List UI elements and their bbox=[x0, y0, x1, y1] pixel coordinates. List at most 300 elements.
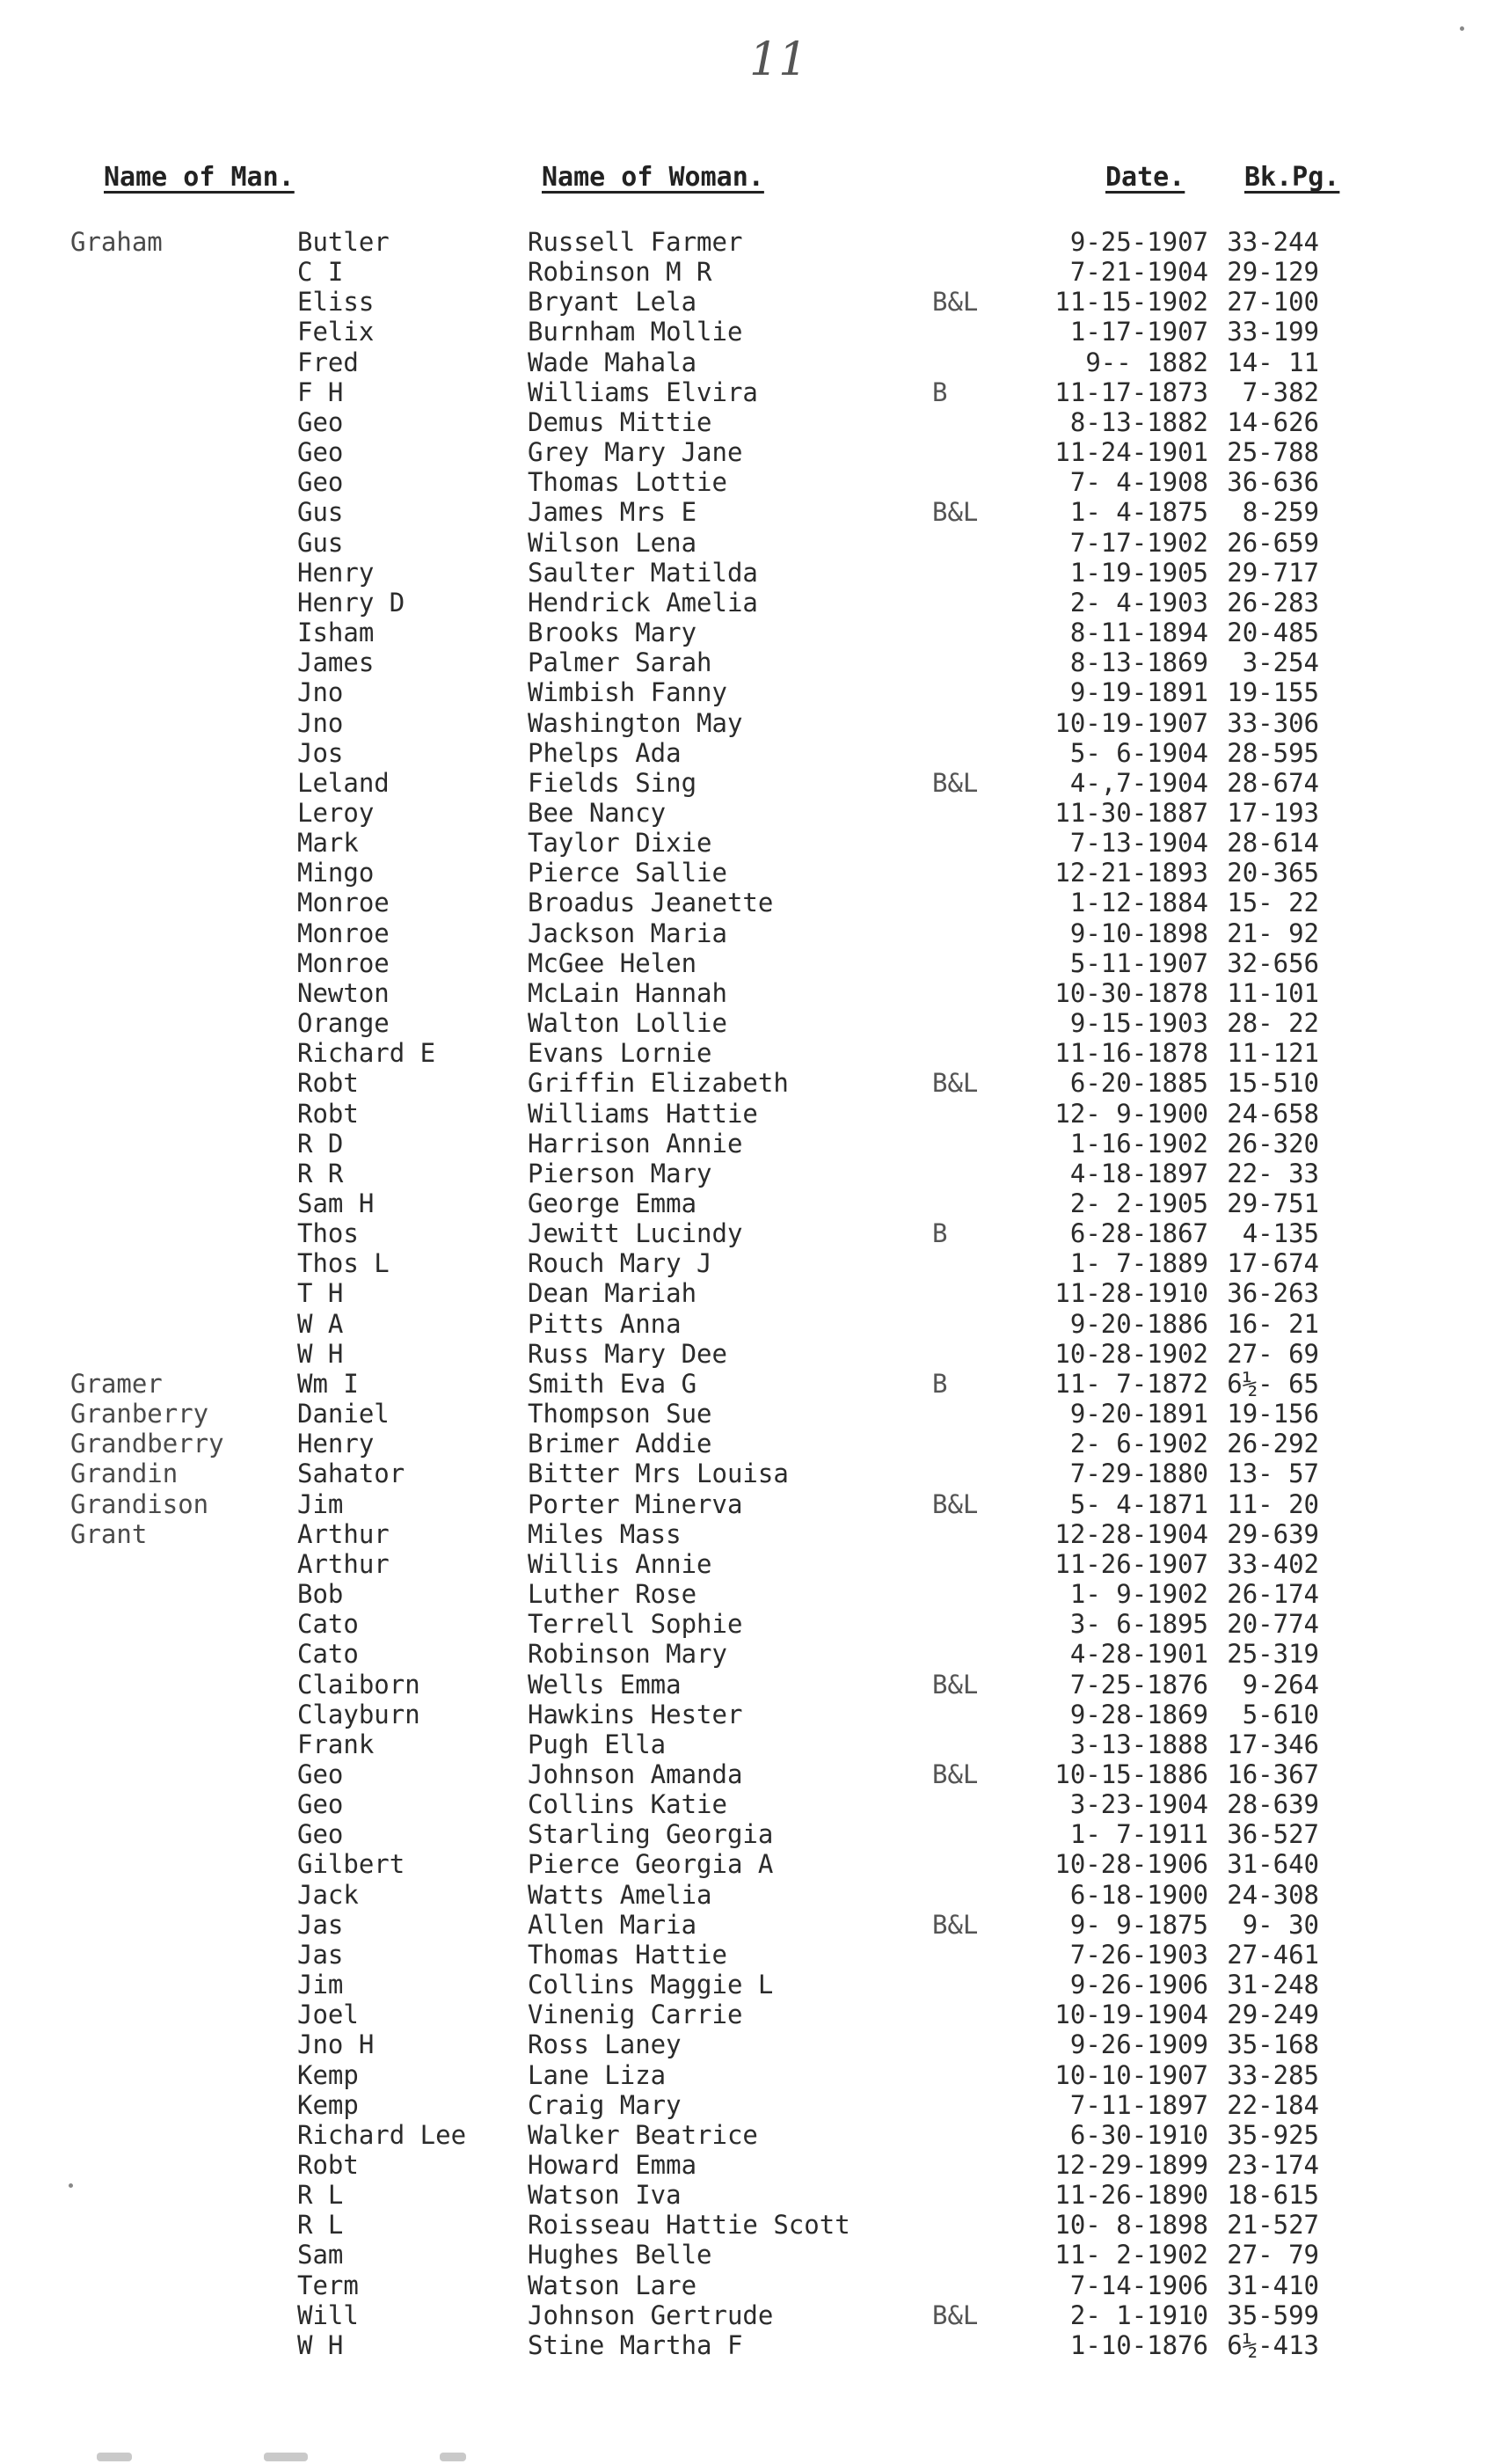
first-name: Jim bbox=[297, 1488, 344, 1519]
book-page: 36-636 bbox=[1227, 467, 1319, 498]
woman-name: Taylor Dixie bbox=[528, 828, 712, 859]
table-row bbox=[0, 528, 1495, 558]
book-page: 3-254 bbox=[1242, 647, 1319, 678]
book-page: 31-640 bbox=[1227, 1849, 1319, 1880]
woman-name: Brimer Addie bbox=[528, 1429, 712, 1459]
record-date: 10-10-1907 bbox=[1054, 2059, 1208, 2090]
woman-name: Johnson Gertrude bbox=[528, 2299, 774, 2330]
record-date: 3-23-1904 bbox=[1069, 1789, 1208, 1820]
first-name: Jim bbox=[297, 1970, 344, 2000]
book-page: 27-461 bbox=[1227, 1939, 1319, 1970]
table-row bbox=[0, 1068, 1495, 1098]
book-page: 27- 69 bbox=[1227, 1338, 1319, 1369]
table-row bbox=[0, 437, 1495, 467]
first-name: Robt bbox=[297, 2150, 359, 2180]
book-page: 9-264 bbox=[1242, 1669, 1319, 1700]
woman-name: Terrell Sophie bbox=[528, 1609, 743, 1640]
header-book-page: Bk.Pg. bbox=[1244, 162, 1340, 193]
woman-name: Burnham Mollie bbox=[528, 317, 743, 347]
woman-name: Rouch Mary J bbox=[528, 1248, 712, 1279]
table-row bbox=[0, 2150, 1495, 2180]
surname: Grandison bbox=[70, 1488, 209, 1519]
record-date: 9-28-1869 bbox=[1069, 1699, 1208, 1729]
woman-name: Bryant Lela bbox=[528, 287, 697, 318]
first-name: R R bbox=[297, 1158, 344, 1188]
book-page: 29-751 bbox=[1227, 1188, 1319, 1218]
woman-name: Allen Maria bbox=[528, 1909, 697, 1940]
book-page: 31-410 bbox=[1227, 2270, 1319, 2300]
table-row bbox=[0, 1008, 1495, 1038]
record-date: 9-26-1909 bbox=[1069, 2029, 1208, 2060]
woman-name: Hendrick Amelia bbox=[528, 587, 758, 618]
record-date: 2- 4-1903 bbox=[1069, 587, 1208, 618]
book-page: 24-308 bbox=[1227, 1879, 1319, 1910]
first-name: Leland bbox=[297, 767, 390, 798]
first-name: Sam H bbox=[297, 1188, 375, 1218]
first-name: Geo bbox=[297, 406, 344, 437]
surname: Grant bbox=[70, 1518, 148, 1549]
record-date: 2- 1-1910 bbox=[1069, 2299, 1208, 2330]
book-page: 14-626 bbox=[1227, 406, 1319, 437]
book-page: 28- 22 bbox=[1227, 1008, 1319, 1039]
record-code: B bbox=[932, 377, 948, 407]
first-name: Leroy bbox=[297, 797, 375, 828]
record-date: 4-,7-1904 bbox=[1069, 767, 1208, 798]
record-date: 10-19-1904 bbox=[1054, 2000, 1208, 2030]
book-page: 35-168 bbox=[1227, 2029, 1319, 2060]
table-row bbox=[0, 2210, 1495, 2240]
first-name: Claiborn bbox=[297, 1669, 420, 1700]
woman-name: Stine Martha F bbox=[528, 2329, 743, 2360]
table-row bbox=[0, 227, 1495, 257]
first-name: Newton bbox=[297, 977, 390, 1008]
woman-name: Watson Iva bbox=[528, 2180, 682, 2211]
record-date: 10-15-1886 bbox=[1054, 1758, 1208, 1789]
table-row bbox=[0, 1849, 1495, 1879]
first-name: Frank bbox=[297, 1729, 375, 1759]
book-page: 26-659 bbox=[1227, 527, 1319, 558]
woman-name: Wilson Lena bbox=[528, 527, 697, 558]
book-page: 6½- 65 bbox=[1227, 1368, 1319, 1399]
woman-name: Craig Mary bbox=[528, 2089, 682, 2120]
table-row bbox=[0, 618, 1495, 647]
woman-name: Walton Lollie bbox=[528, 1008, 727, 1039]
table-row bbox=[0, 1369, 1495, 1399]
table-row bbox=[0, 407, 1495, 437]
first-name: Robt bbox=[297, 1068, 359, 1099]
table-row bbox=[0, 257, 1495, 287]
table-row bbox=[0, 2000, 1495, 2029]
record-code: B&L bbox=[932, 1758, 979, 1789]
woman-name: Broadus Jeanette bbox=[528, 888, 774, 918]
header-name-of-man: Name of Man. bbox=[104, 162, 295, 193]
record-date: 7-26-1903 bbox=[1069, 1939, 1208, 1970]
book-page: 21- 92 bbox=[1227, 918, 1319, 948]
first-name: Richard Lee bbox=[297, 2119, 467, 2150]
woman-name: Washington May bbox=[528, 707, 743, 738]
table-row bbox=[0, 1940, 1495, 1970]
first-name: Geo bbox=[297, 1789, 344, 1820]
table-row bbox=[0, 1038, 1495, 1068]
book-page: 28-674 bbox=[1227, 767, 1319, 798]
header-name-of-woman: Name of Woman. bbox=[542, 162, 764, 193]
book-page: 21-527 bbox=[1227, 2210, 1319, 2241]
woman-name: Williams Hattie bbox=[528, 1098, 758, 1129]
woman-name: Robinson Mary bbox=[528, 1639, 727, 1670]
table-row bbox=[0, 948, 1495, 978]
record-date: 1-12-1884 bbox=[1069, 888, 1208, 918]
woman-name: Howard Emma bbox=[528, 2150, 697, 2180]
book-page: 33-244 bbox=[1227, 227, 1319, 257]
first-name: W H bbox=[297, 1338, 344, 1369]
record-code: B&L bbox=[932, 1488, 979, 1519]
book-page: 33-285 bbox=[1227, 2059, 1319, 2090]
woman-name: James Mrs E bbox=[528, 497, 697, 528]
table-row bbox=[0, 287, 1495, 317]
first-name: Arthur bbox=[297, 1518, 390, 1549]
scan-speck bbox=[69, 2183, 73, 2188]
first-name: Isham bbox=[297, 618, 375, 648]
book-page: 4-135 bbox=[1242, 1218, 1319, 1249]
table-row bbox=[0, 1429, 1495, 1459]
table-row bbox=[0, 1278, 1495, 1308]
table-row bbox=[0, 1248, 1495, 1278]
woman-name: Grey Mary Jane bbox=[528, 437, 743, 468]
record-date: 9-20-1891 bbox=[1069, 1399, 1208, 1429]
first-name: W H bbox=[297, 2329, 344, 2360]
first-name: Monroe bbox=[297, 918, 390, 948]
first-name: Jno H bbox=[297, 2029, 375, 2060]
first-name: Daniel bbox=[297, 1399, 390, 1429]
record-date: 11-16-1878 bbox=[1054, 1038, 1208, 1069]
table-row bbox=[0, 497, 1495, 527]
woman-name: Porter Minerva bbox=[528, 1488, 743, 1519]
woman-name: Fields Sing bbox=[528, 767, 697, 798]
marriage-records-list bbox=[0, 227, 1495, 2360]
table-row bbox=[0, 2090, 1495, 2120]
table-row bbox=[0, 978, 1495, 1008]
record-date: 1-10-1876 bbox=[1069, 2329, 1208, 2360]
surname: Grandin bbox=[70, 1459, 179, 1489]
first-name: Robt bbox=[297, 1098, 359, 1129]
first-name: Jno bbox=[297, 677, 344, 708]
record-date: 8-13-1882 bbox=[1069, 406, 1208, 437]
woman-name: Pierce Sallie bbox=[528, 858, 727, 888]
first-name: Eliss bbox=[297, 287, 375, 318]
surname: Gramer bbox=[70, 1368, 163, 1399]
woman-name: Wade Mahala bbox=[528, 347, 697, 377]
table-row bbox=[0, 2300, 1495, 2330]
record-date: 5- 4-1871 bbox=[1069, 1488, 1208, 1519]
woman-name: Thompson Sue bbox=[528, 1399, 712, 1429]
record-date: 2- 6-1902 bbox=[1069, 1429, 1208, 1459]
woman-name: Griffin Elizabeth bbox=[528, 1068, 789, 1099]
table-row bbox=[0, 1129, 1495, 1159]
book-page: 14- 11 bbox=[1227, 347, 1319, 377]
surname: Grandberry bbox=[70, 1429, 224, 1459]
table-row bbox=[0, 1099, 1495, 1129]
record-date: 11-26-1907 bbox=[1054, 1548, 1208, 1579]
book-page: 22-184 bbox=[1227, 2089, 1319, 2120]
first-name: Thos bbox=[297, 1218, 359, 1249]
table-row bbox=[0, 1670, 1495, 1700]
record-date: 11-24-1901 bbox=[1054, 437, 1208, 468]
first-name: James bbox=[297, 647, 375, 678]
woman-name: Thomas Lottie bbox=[528, 467, 727, 498]
table-row bbox=[0, 558, 1495, 588]
page-number: 11 bbox=[749, 33, 808, 86]
book-page: 19-156 bbox=[1227, 1399, 1319, 1429]
table-row bbox=[0, 828, 1495, 858]
record-date: 9-19-1891 bbox=[1069, 677, 1208, 708]
book-page: 29-639 bbox=[1227, 1518, 1319, 1549]
book-page: 17-193 bbox=[1227, 797, 1319, 828]
record-date: 9-15-1903 bbox=[1069, 1008, 1208, 1039]
table-row bbox=[0, 1729, 1495, 1759]
book-page: 32-656 bbox=[1227, 947, 1319, 978]
woman-name: Walker Beatrice bbox=[528, 2119, 758, 2150]
record-date: 7-11-1897 bbox=[1069, 2089, 1208, 2120]
book-page: 36-527 bbox=[1227, 1819, 1319, 1850]
record-date: 2- 2-1905 bbox=[1069, 1188, 1208, 1218]
record-date: 11- 7-1872 bbox=[1054, 1368, 1208, 1399]
record-date: 10-30-1878 bbox=[1054, 977, 1208, 1008]
table-row bbox=[0, 1700, 1495, 1729]
first-name: R L bbox=[297, 2210, 344, 2241]
record-date: 10-19-1907 bbox=[1054, 707, 1208, 738]
table-row bbox=[0, 647, 1495, 677]
first-name: Jos bbox=[297, 737, 344, 768]
record-date: 11-17-1873 bbox=[1054, 377, 1208, 407]
first-name: Sahator bbox=[297, 1459, 405, 1489]
record-date: 7-17-1902 bbox=[1069, 527, 1208, 558]
record-date: 5-11-1907 bbox=[1069, 947, 1208, 978]
record-date: 1-19-1905 bbox=[1069, 557, 1208, 588]
book-page: 17-674 bbox=[1227, 1248, 1319, 1279]
first-name: Bob bbox=[297, 1579, 344, 1610]
first-name: Butler bbox=[297, 227, 390, 257]
table-row bbox=[0, 377, 1495, 407]
table-row bbox=[0, 2060, 1495, 2090]
woman-name: Smith Eva G bbox=[528, 1368, 697, 1399]
woman-name: Evans Lornie bbox=[528, 1038, 712, 1069]
woman-name: Pierson Mary bbox=[528, 1158, 712, 1188]
record-date: 7-14-1906 bbox=[1069, 2270, 1208, 2300]
table-row bbox=[0, 1188, 1495, 1218]
table-row bbox=[0, 1399, 1495, 1429]
woman-name: Bee Nancy bbox=[528, 797, 667, 828]
first-name: Geo bbox=[297, 1819, 344, 1850]
first-name: Arthur bbox=[297, 1548, 390, 1579]
first-name: Joel bbox=[297, 2000, 359, 2030]
book-page: 33-306 bbox=[1227, 707, 1319, 738]
table-row bbox=[0, 2120, 1495, 2150]
book-page: 26-292 bbox=[1227, 1429, 1319, 1459]
woman-name: Williams Elvira bbox=[528, 377, 758, 407]
record-date: 11-28-1910 bbox=[1054, 1278, 1208, 1309]
book-page: 17-346 bbox=[1227, 1729, 1319, 1759]
record-code: B&L bbox=[932, 1909, 979, 1940]
table-row bbox=[0, 768, 1495, 798]
record-date: 12-29-1899 bbox=[1054, 2150, 1208, 2180]
book-page: 26-174 bbox=[1227, 1579, 1319, 1610]
record-date: 3- 6-1895 bbox=[1069, 1609, 1208, 1640]
woman-name: Pugh Ella bbox=[528, 1729, 667, 1759]
first-name: Monroe bbox=[297, 888, 390, 918]
book-page: 20-774 bbox=[1227, 1609, 1319, 1640]
table-row bbox=[0, 1789, 1495, 1819]
woman-name: Watts Amelia bbox=[528, 1879, 712, 1910]
book-page: 15-510 bbox=[1227, 1068, 1319, 1099]
record-date: 11- 2-1902 bbox=[1054, 2240, 1208, 2270]
record-date: 11-26-1890 bbox=[1054, 2180, 1208, 2211]
first-name: Monroe bbox=[297, 947, 390, 978]
record-date: 7-13-1904 bbox=[1069, 828, 1208, 859]
woman-name: Vinenig Carrie bbox=[528, 2000, 743, 2030]
book-page: 19-155 bbox=[1227, 677, 1319, 708]
book-page: 28-595 bbox=[1227, 737, 1319, 768]
scan-artifact bbox=[97, 2453, 132, 2461]
record-date: 9-10-1898 bbox=[1069, 918, 1208, 948]
record-date: 10-28-1906 bbox=[1054, 1849, 1208, 1880]
record-code: B&L bbox=[932, 767, 979, 798]
book-page: 16- 21 bbox=[1227, 1308, 1319, 1339]
record-date: 1-16-1902 bbox=[1069, 1128, 1208, 1159]
book-page: 20-365 bbox=[1227, 858, 1319, 888]
first-name: Henry bbox=[297, 557, 375, 588]
record-code: B bbox=[932, 1368, 948, 1399]
first-name: W A bbox=[297, 1308, 344, 1339]
first-name: C I bbox=[297, 257, 344, 288]
first-name: Sam bbox=[297, 2240, 344, 2270]
table-row bbox=[0, 1579, 1495, 1609]
book-page: 26-320 bbox=[1227, 1128, 1319, 1159]
first-name: Clayburn bbox=[297, 1699, 420, 1729]
first-name: Henry D bbox=[297, 587, 405, 618]
book-page: 26-283 bbox=[1227, 587, 1319, 618]
table-row bbox=[0, 798, 1495, 828]
first-name: Mark bbox=[297, 828, 359, 859]
record-code: B&L bbox=[932, 287, 979, 318]
book-page: 25-788 bbox=[1227, 437, 1319, 468]
woman-name: Russ Mary Dee bbox=[528, 1338, 727, 1369]
woman-name: Collins Maggie L bbox=[528, 1970, 774, 2000]
book-page: 5-610 bbox=[1242, 1699, 1319, 1729]
table-row bbox=[0, 1549, 1495, 1579]
book-page: 11- 20 bbox=[1227, 1488, 1319, 1519]
surname: Granberry bbox=[70, 1399, 209, 1429]
first-name: Orange bbox=[297, 1008, 390, 1039]
record-date: 11-30-1887 bbox=[1054, 797, 1208, 828]
woman-name: Hughes Belle bbox=[528, 2240, 712, 2270]
table-row bbox=[0, 1159, 1495, 1188]
book-page: 8-259 bbox=[1242, 497, 1319, 528]
woman-name: Jackson Maria bbox=[528, 918, 727, 948]
woman-name: McLain Hannah bbox=[528, 977, 727, 1008]
record-date: 10-28-1902 bbox=[1054, 1338, 1208, 1369]
woman-name: Roisseau Hattie Scott bbox=[528, 2210, 850, 2241]
first-name: Gus bbox=[297, 497, 344, 528]
woman-name: Watson Lare bbox=[528, 2270, 697, 2300]
book-page: 23-174 bbox=[1227, 2150, 1319, 2180]
record-date: 9-25-1907 bbox=[1069, 227, 1208, 257]
record-date: 7-29-1880 bbox=[1069, 1459, 1208, 1489]
table-row bbox=[0, 1910, 1495, 1940]
first-name: Cato bbox=[297, 1609, 359, 1640]
woman-name: Johnson Amanda bbox=[528, 1758, 743, 1789]
record-date: 11-15-1902 bbox=[1054, 287, 1208, 318]
table-row bbox=[0, 2270, 1495, 2300]
table-row bbox=[0, 2029, 1495, 2059]
first-name: Geo bbox=[297, 467, 344, 498]
first-name: R L bbox=[297, 2180, 344, 2211]
table-row bbox=[0, 467, 1495, 497]
first-name: Jas bbox=[297, 1909, 344, 1940]
woman-name: Harrison Annie bbox=[528, 1128, 743, 1159]
woman-name: Russell Farmer bbox=[528, 227, 743, 257]
record-date: 10- 8-1898 bbox=[1054, 2210, 1208, 2241]
record-date: 1- 7-1911 bbox=[1069, 1819, 1208, 1850]
first-name: Cato bbox=[297, 1639, 359, 1670]
table-row bbox=[0, 1880, 1495, 1910]
record-date: 9- 9-1875 bbox=[1069, 1909, 1208, 1940]
table-row bbox=[0, 858, 1495, 888]
record-date: 3-13-1888 bbox=[1069, 1729, 1208, 1759]
woman-name: Luther Rose bbox=[528, 1579, 697, 1610]
woman-name: Lane Liza bbox=[528, 2059, 667, 2090]
first-name: Thos L bbox=[297, 1248, 390, 1279]
woman-name: Pitts Anna bbox=[528, 1308, 682, 1339]
first-name: Term bbox=[297, 2270, 359, 2300]
woman-name: Demus Mittie bbox=[528, 406, 712, 437]
book-page: 28-614 bbox=[1227, 828, 1319, 859]
record-date: 12- 9-1900 bbox=[1054, 1098, 1208, 1129]
table-row bbox=[0, 1489, 1495, 1519]
first-name: Jack bbox=[297, 1879, 359, 1910]
book-page: 27- 79 bbox=[1227, 2240, 1319, 2270]
record-date: 1- 9-1902 bbox=[1069, 1579, 1208, 1610]
table-row bbox=[0, 317, 1495, 347]
book-page: 6½-413 bbox=[1227, 2329, 1319, 2360]
record-code: B&L bbox=[932, 1068, 979, 1099]
record-date: 6-18-1900 bbox=[1069, 1879, 1208, 1910]
woman-name: Bitter Mrs Louisa bbox=[528, 1459, 789, 1489]
first-name: Wm I bbox=[297, 1368, 359, 1399]
table-row bbox=[0, 708, 1495, 738]
table-row bbox=[0, 2240, 1495, 2270]
woman-name: Wells Emma bbox=[528, 1669, 682, 1700]
first-name: Geo bbox=[297, 437, 344, 468]
book-page: 11-121 bbox=[1227, 1038, 1319, 1069]
first-name: T H bbox=[297, 1278, 344, 1309]
record-date: 12-28-1904 bbox=[1054, 1518, 1208, 1549]
first-name: F H bbox=[297, 377, 344, 407]
woman-name: George Emma bbox=[528, 1188, 697, 1218]
table-row bbox=[0, 1519, 1495, 1549]
woman-name: Phelps Ada bbox=[528, 737, 682, 768]
woman-name: Saulter Matilda bbox=[528, 557, 758, 588]
record-date: 5- 6-1904 bbox=[1069, 737, 1208, 768]
record-date: 7-21-1904 bbox=[1069, 257, 1208, 288]
table-row bbox=[0, 918, 1495, 948]
surname: Graham bbox=[70, 227, 163, 257]
first-name: Mingo bbox=[297, 858, 375, 888]
woman-name: Miles Mass bbox=[528, 1518, 682, 1549]
record-date: 7-25-1876 bbox=[1069, 1669, 1208, 1700]
record-code: B&L bbox=[932, 2299, 979, 2330]
table-row bbox=[0, 888, 1495, 918]
first-name: Henry bbox=[297, 1429, 375, 1459]
